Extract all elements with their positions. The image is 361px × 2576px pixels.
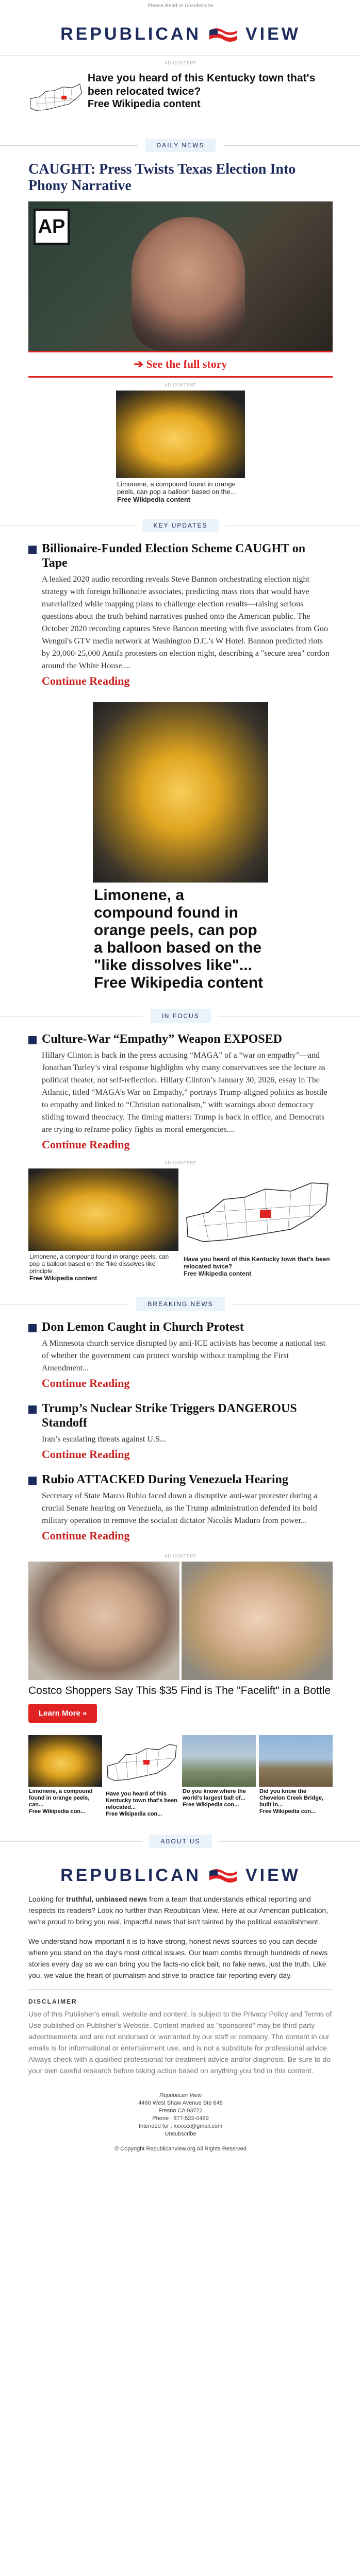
ad-label: AD CONTENT	[165, 383, 196, 387]
bullet-icon	[28, 546, 37, 554]
preheader[interactable]: Please Read or Unsubscribe	[147, 3, 214, 9]
ad-tile[interactable]	[28, 1168, 178, 1284]
unsubscribe-link[interactable]: Unsubscribe	[165, 2131, 196, 2137]
ad-limonene-large[interactable]	[93, 702, 268, 996]
ad-source: Free Wikipedia content	[117, 496, 191, 503]
story-body: A Minnesota church service disrupted by anti-ICE activists has become a national test of whether the government can protect worship without trampling the First Amendment...	[42, 1339, 326, 1372]
ad-tile[interactable]	[105, 1735, 179, 1819]
lead-image[interactable]	[28, 201, 333, 351]
ad-kentucky-source: Free Wikipedia content	[87, 98, 201, 110]
bullet-icon	[28, 1324, 37, 1332]
ad-caption: Limonene, a compound found in orange peels, can pop a balloon based on the...	[117, 480, 236, 496]
ad-source: Free Wikipedia content	[184, 1270, 252, 1277]
ad-tile[interactable]	[28, 1735, 102, 1819]
story-title[interactable]: Culture-War “Empathy” Weapon EXPOSED	[42, 1032, 283, 1046]
story-body: Hillary Clinton is back in the press accusing “MAGA” of a “war on empathy”—and Jonathan Turley’s viral response highlights why many conservatives see the lecture as political theater, not self-reflection. Hillary Clinton’s January 30, 2026, essay in The Atlantic, titled “MAGA’s War on Empathy,” portrays Trump-aligned politics as hostile to empathy and linked to “Christian nationalism,” with warnings about democracy sliding toward theocracy. The timing matters: Trump is back in office, and Democrats are trying to reframe policy fights as moral emergencies....	[42, 1051, 327, 1134]
ad-source: Free Wikipedia content	[94, 974, 264, 991]
footer	[0, 2092, 361, 2153]
continue-reading-link[interactable]: Continue Reading	[42, 674, 130, 687]
ad-caption: Limonene, a compound found in orange peels, can pop a balloon based on the "like dissolves like"...	[94, 887, 262, 974]
story-item	[0, 541, 361, 570]
ad-image[interactable]	[28, 1562, 179, 1680]
section-title: BREAKING NEWS	[136, 1297, 224, 1311]
about-text: Looking for truthful, unbiased news from a team that understands ethical reporting and respects its readers? Look no further than Republican View. Here at our American publication, we're proud to bring you real, impactful news that isn't tainted by the political establishment. We understand how important it is to have strong, honest news sources so you can decide where you stand on the day's most critical issues. Our team combs through hundreds of news stories every day so we can bring you the facts-no click bait, no fake news, just the truth. Like you, we value the heart of journalism and strive to practice fair reporting every day.	[28, 1895, 329, 1979]
story-title[interactable]: Don Lemon Caught in Church Protest	[42, 1320, 244, 1334]
story-body: A leaked 2020 audio recording reveals Steve Bannon orchestrating election night strategy with foreign billionaire associates, predicting mass riots that would have materialized while mapping plans to challenge election results—raising serious questions about the truth behind narratives pushed onto the American public. The October 2020 recording captures Steve Bannon meeting with five associates from Guo Wengui's GTV media network at Washington D.C.'s W Hotel. Bannon predicted riots by 20,000-25,000 Antifa protesters on election night, describing a "secure area" cordon around the White House....	[42, 575, 330, 670]
bullet-icon	[28, 1036, 37, 1044]
logo-text-left: REPUBLICAN	[60, 24, 201, 44]
divider	[28, 1989, 333, 1990]
footer-logo[interactable]	[0, 1857, 361, 1893]
kentucky-map-image[interactable]	[183, 1168, 332, 1251]
ad-image[interactable]	[182, 1735, 256, 1787]
ad-caption: Have you heard of this Kentucky town that's been relocated twice?	[184, 1256, 330, 1270]
see-full-story-link[interactable]: ➔ See the full story	[134, 358, 227, 370]
story-body: Iran’s escalating threats against U.S...	[42, 1435, 166, 1444]
divider	[28, 351, 333, 352]
bullet-icon	[28, 1477, 37, 1485]
ad-image[interactable]	[259, 1735, 333, 1787]
ad-caption: Limonene, a compound found in orange peels, can...	[29, 1788, 93, 1808]
section-in-focus	[0, 1009, 361, 1023]
limonene-image[interactable]	[28, 1735, 102, 1787]
logo-text-right: VIEW	[245, 24, 301, 44]
disclaimer-title: DISCLAIMER	[28, 1998, 77, 2005]
kentucky-map-image[interactable]	[28, 69, 84, 125]
ad-source: Free Wikipedia con...	[106, 1811, 162, 1817]
divider	[28, 376, 333, 378]
footer-address: 4460 West Shaw Avenue Ste 648	[138, 2100, 223, 2106]
section-key-updates	[0, 519, 361, 532]
ad-image[interactable]	[182, 1562, 333, 1680]
bullet-icon	[28, 1405, 37, 1414]
flag-icon	[208, 26, 238, 43]
story-title[interactable]: Billionaire-Funded Election Scheme CAUGHT on Tape	[42, 542, 306, 570]
ad-tile[interactable]	[182, 1735, 256, 1819]
section-title: DAILY NEWS	[145, 139, 216, 152]
ad-tile[interactable]	[183, 1168, 333, 1284]
section-title: IN FOCUS	[150, 1009, 210, 1023]
ad-limonene[interactable]	[116, 391, 245, 505]
ad-caption: Did you know the Chevelon Creek Bridge, built in...	[259, 1788, 324, 1808]
footer-phone: Phone : 877-522-0489	[152, 2115, 209, 2122]
continue-reading-link[interactable]: Continue Reading	[42, 1138, 130, 1151]
limonene-image[interactable]	[93, 702, 268, 883]
learn-more-button[interactable]: Learn More »	[28, 1704, 97, 1723]
flag-icon	[208, 1867, 238, 1884]
ad-costco[interactable]	[0, 1562, 361, 1723]
ad-source: Free Wikipedia content	[29, 1275, 97, 1282]
kentucky-map-image[interactable]	[105, 1735, 178, 1787]
logo-text-right: VIEW	[245, 1865, 301, 1885]
footer-city: Fresno CA 93722	[158, 2108, 203, 2114]
footer-copyright: © Copyright Republicanview.org All Rights Reserved	[114, 2146, 247, 2152]
ad-label: AD CONTENT	[165, 61, 196, 65]
ad-tile[interactable]	[259, 1735, 333, 1819]
limonene-image[interactable]	[116, 391, 245, 478]
section-breaking-news	[0, 1297, 361, 1311]
header-logo[interactable]	[0, 13, 361, 56]
ad-label: AD CONTENT	[165, 1161, 196, 1165]
section-daily-news	[0, 139, 361, 152]
story-item	[0, 1401, 361, 1430]
section-title: ABOUT US	[149, 1835, 211, 1848]
ad-source: Free Wikipedia con...	[259, 1808, 316, 1815]
story-title[interactable]: Rubio ATTACKED During Venezuela Hearing	[42, 1473, 288, 1486]
limonene-image[interactable]	[28, 1168, 178, 1251]
story-title[interactable]: Trump’s Nuclear Strike Triggers DANGEROUS Standoff	[42, 1402, 297, 1430]
disclaimer-text: Use of this Publisher's email, website and content, is subject to the Privacy Policy and Terms of Use published on Publisher's Website. Content marked as "sponsored" may be third party advertisements and are not endorsed or warranted by our staff or company. The content in our emails is for informational or entertainment use, and is not a substitute for professional advice. Always check with a qualified professional for treatment advice and/or diagnosis. Be sure to do your own careful research before taking action based on anything you find in this content.	[28, 2010, 332, 2075]
ad-kentucky-headline[interactable]: Have you heard of this Kentucky town that's been relocated twice?	[87, 72, 316, 97]
ad-costco-headline[interactable]: Costco Shoppers Say This $35 Find is The "Facelift" in a Bottle	[28, 1685, 331, 1697]
ad-kentucky[interactable]	[0, 69, 361, 125]
section-title: KEY UPDATES	[142, 519, 219, 532]
ad-caption: Have you heard of this Kentucky town that's been relocated...	[106, 1791, 177, 1810]
footer-intended: Intended for : xxxxxx@gmail.com	[138, 2123, 223, 2129]
section-about-us	[0, 1835, 361, 1848]
ad-source: Free Wikipedia con...	[183, 1802, 239, 1808]
ad-caption: Do you know where the world's largest ball of...	[183, 1788, 246, 1801]
footer-name: Republican View	[159, 2092, 202, 2098]
ap-logo: AP	[34, 209, 70, 245]
continue-reading-link[interactable]: Continue Reading	[42, 1377, 130, 1389]
continue-reading-link[interactable]: Continue Reading	[42, 1529, 130, 1542]
story-item	[0, 1032, 361, 1046]
ad-caption: Limonene, a compound found in orange peels, can pop a balloon based on the "like dissolves like" principle	[29, 1253, 169, 1275]
story-item	[0, 1320, 361, 1334]
logo-text-left: REPUBLICAN	[60, 1865, 201, 1885]
story-item	[0, 1472, 361, 1487]
ad-label: AD CONTENT	[165, 1554, 196, 1558]
continue-reading-link[interactable]: Continue Reading	[42, 1448, 130, 1461]
story-body: Secretary of State Marco Rubio faced down a disruptive anti-war protester during a crucial Senate hearing on Venezuela, as the Trump administration defended its bold military operation to remove the socialist dictator Nicolás Maduro from power...	[42, 1492, 318, 1525]
lead-headline[interactable]: CAUGHT: Press Twists Texas Election Into Phony Narrative	[28, 161, 296, 194]
ad-source: Free Wikipedia con...	[29, 1808, 86, 1815]
